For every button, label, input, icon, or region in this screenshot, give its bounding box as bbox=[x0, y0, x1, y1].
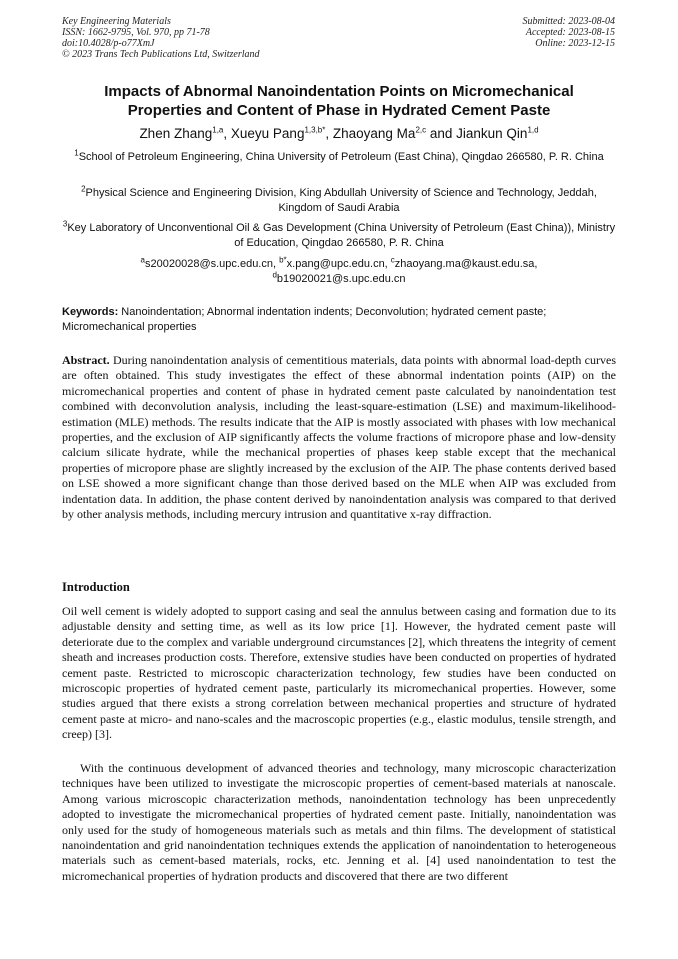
author-affiliation-marker: 2,c bbox=[415, 125, 427, 135]
body-paragraph: Oil well cement is widely adopted to support casing and seal the annulus between casing and formation due to its adjustable density and setting time, as well as its low price [1]. However, the hydrated cement paste will deteriorate due to the complex and variable underground circumstances [2], which threatens the integrity of cement sheath and increases production costs. Therefore, extensive studies have been conducted on properties of hydrated cement paste. Restricted to microscopic characterization technology, few studies have been conducted on microscopic properties of hydrated cement paste, particularly its micromechanical properties. However, some studies argued that there exists a strong correlation between mechanical properties and structure of hydrated cement paste at micro- and nano-scales and the macroscopic properties (e.g., elastic modulus, tensile strength, and creep) [3]. bbox=[62, 604, 616, 742]
author-emails bbox=[62, 257, 616, 287]
affiliation-text: School of Petroleum Engineering, China University of Petroleum (East China), Qingdao 266580, P. R. China bbox=[78, 151, 604, 163]
email-address[interactable]: zhaoyang.ma@kaust.edu.sa, bbox=[394, 258, 538, 270]
issn-line: ISSN: 1662-9795, Vol. 970, pp 71-78 bbox=[62, 27, 210, 38]
email-address[interactable]: s20020028@s.upc.edu.cn, bbox=[145, 258, 280, 270]
keywords-section bbox=[62, 305, 616, 335]
author-affiliation-marker: 1,d bbox=[527, 125, 539, 135]
affiliation-marker: 2 bbox=[81, 184, 86, 194]
affiliation-text: Key Laboratory of Unconventional Oil & Gas Development (China University of Petroleum (East China)), Ministry of Education, Qingdao 266580, P. R. China bbox=[67, 222, 616, 249]
submitted-date: Submitted: 2023-08-04 bbox=[522, 16, 615, 27]
author-name: Zhen Zhang bbox=[139, 126, 213, 141]
email-marker: c bbox=[390, 255, 395, 265]
affiliation-marker: 1 bbox=[74, 148, 79, 158]
author-name: Zhaoyang Ma bbox=[332, 126, 416, 141]
email-address[interactable]: x.pang@upc.edu.cn, bbox=[286, 258, 391, 270]
affiliation-2 bbox=[62, 186, 616, 216]
affiliation-text: Physical Science and Engineering Division, King Abdullah University of Science and Technology, Jeddah, Kingdom of Saudi Arabia bbox=[85, 187, 597, 214]
doi-line[interactable]: doi:10.4028/p-o77XmJ bbox=[62, 38, 155, 49]
author-separator: and bbox=[426, 126, 457, 141]
author-name: Jiankun Qin bbox=[456, 126, 528, 141]
email-address[interactable]: b19020021@s.upc.edu.cn bbox=[276, 273, 406, 285]
abstract-text: During nanoindentation analysis of cementitious materials, data points with abnormal load-depth curves are often obtained. This study investigates the effect of these abnormal indentation points (AIP) on the micromechanical properties and content of phase in hydrated cement paste calculated by nanoindentation test combined with deconvolution analysis, including the least-square-estimation (LSE) and maximum-likelihood-estimation (MLE) methods. The results indicate that the AIP is mostly associated with phases with low mechanical properties, and the exclusion of AIP significantly affects the volume fractions of micropore phase and low-density calcium silicate hydrate, while the mechanical properties of phases keep stable except that the mechanical properties of micropore phase are slightly increased by the exclusion of the AIP. The phase contents derived based on LSE showed a more significant change than those derived based on the MLE when AIP was excluded from indentation data. In addition, the phase content derived by nanoindentation analysis was compared to that derived by other analysis methods, including mercury intrusion and quantitative x-ray diffraction. bbox=[62, 353, 616, 522]
email-marker: b* bbox=[279, 255, 287, 265]
journal-name: Key Engineering Materials bbox=[62, 16, 171, 27]
author-affiliation-marker: 1,a bbox=[212, 125, 224, 135]
author-affiliation-marker: 1,3,b* bbox=[304, 125, 326, 135]
journal-info bbox=[62, 16, 260, 60]
paper-title: Impacts of Abnormal Nanoindentation Points on Micromechanical Properties and Content of Phase in Hydrated Cement Paste bbox=[104, 83, 574, 119]
online-date: Online: 2023-12-15 bbox=[535, 38, 615, 49]
keywords-text: Nanoindentation; Abnormal indentation indents; Deconvolution; hydrated cement paste; Micromechanical properties bbox=[62, 306, 547, 333]
author-list bbox=[62, 125, 616, 142]
email-marker: a bbox=[140, 255, 145, 265]
publication-dates bbox=[523, 16, 616, 49]
abstract-label: Abstract. bbox=[62, 353, 110, 367]
author-separator: , bbox=[223, 126, 231, 141]
author-name: Xueyu Pang bbox=[230, 126, 305, 141]
keywords-label: Keywords: bbox=[62, 306, 119, 318]
body-paragraph: With the continuous development of advanced theories and technology, many microscopic characterization techniques have been utilized to investigate the microscopic properties of cement-based materials at nanoscale. Among various microscopic characterization methods, nanoindentation technology has been unprecedently adopted to investigate the micromechanical properties of hydrated cement paste. Initially, nanoindentation was only used for the study of homogeneous materials such as metals and thin films. The development of statistical nanoindentation and grid nanoindentation techniques extends the application of nanoindentation to heterogeneous materials such as cement-based materials, rocks, etc. Jenning et al. [4] used nanoindentation to test the micromechanical properties of hydration products and discovered that there are two different bbox=[62, 761, 616, 883]
email-marker: d bbox=[272, 270, 277, 280]
section-heading-introduction: Introduction bbox=[62, 580, 130, 594]
abstract-section bbox=[62, 353, 616, 522]
accepted-date: Accepted: 2023-08-15 bbox=[525, 27, 615, 38]
author-separator: , bbox=[325, 126, 333, 141]
affiliation-1 bbox=[62, 150, 616, 165]
affiliation-marker: 3 bbox=[62, 219, 68, 229]
copyright-line: © 2023 Trans Tech Publications Ltd, Switzerland bbox=[62, 49, 260, 60]
affiliation-3 bbox=[62, 221, 616, 251]
